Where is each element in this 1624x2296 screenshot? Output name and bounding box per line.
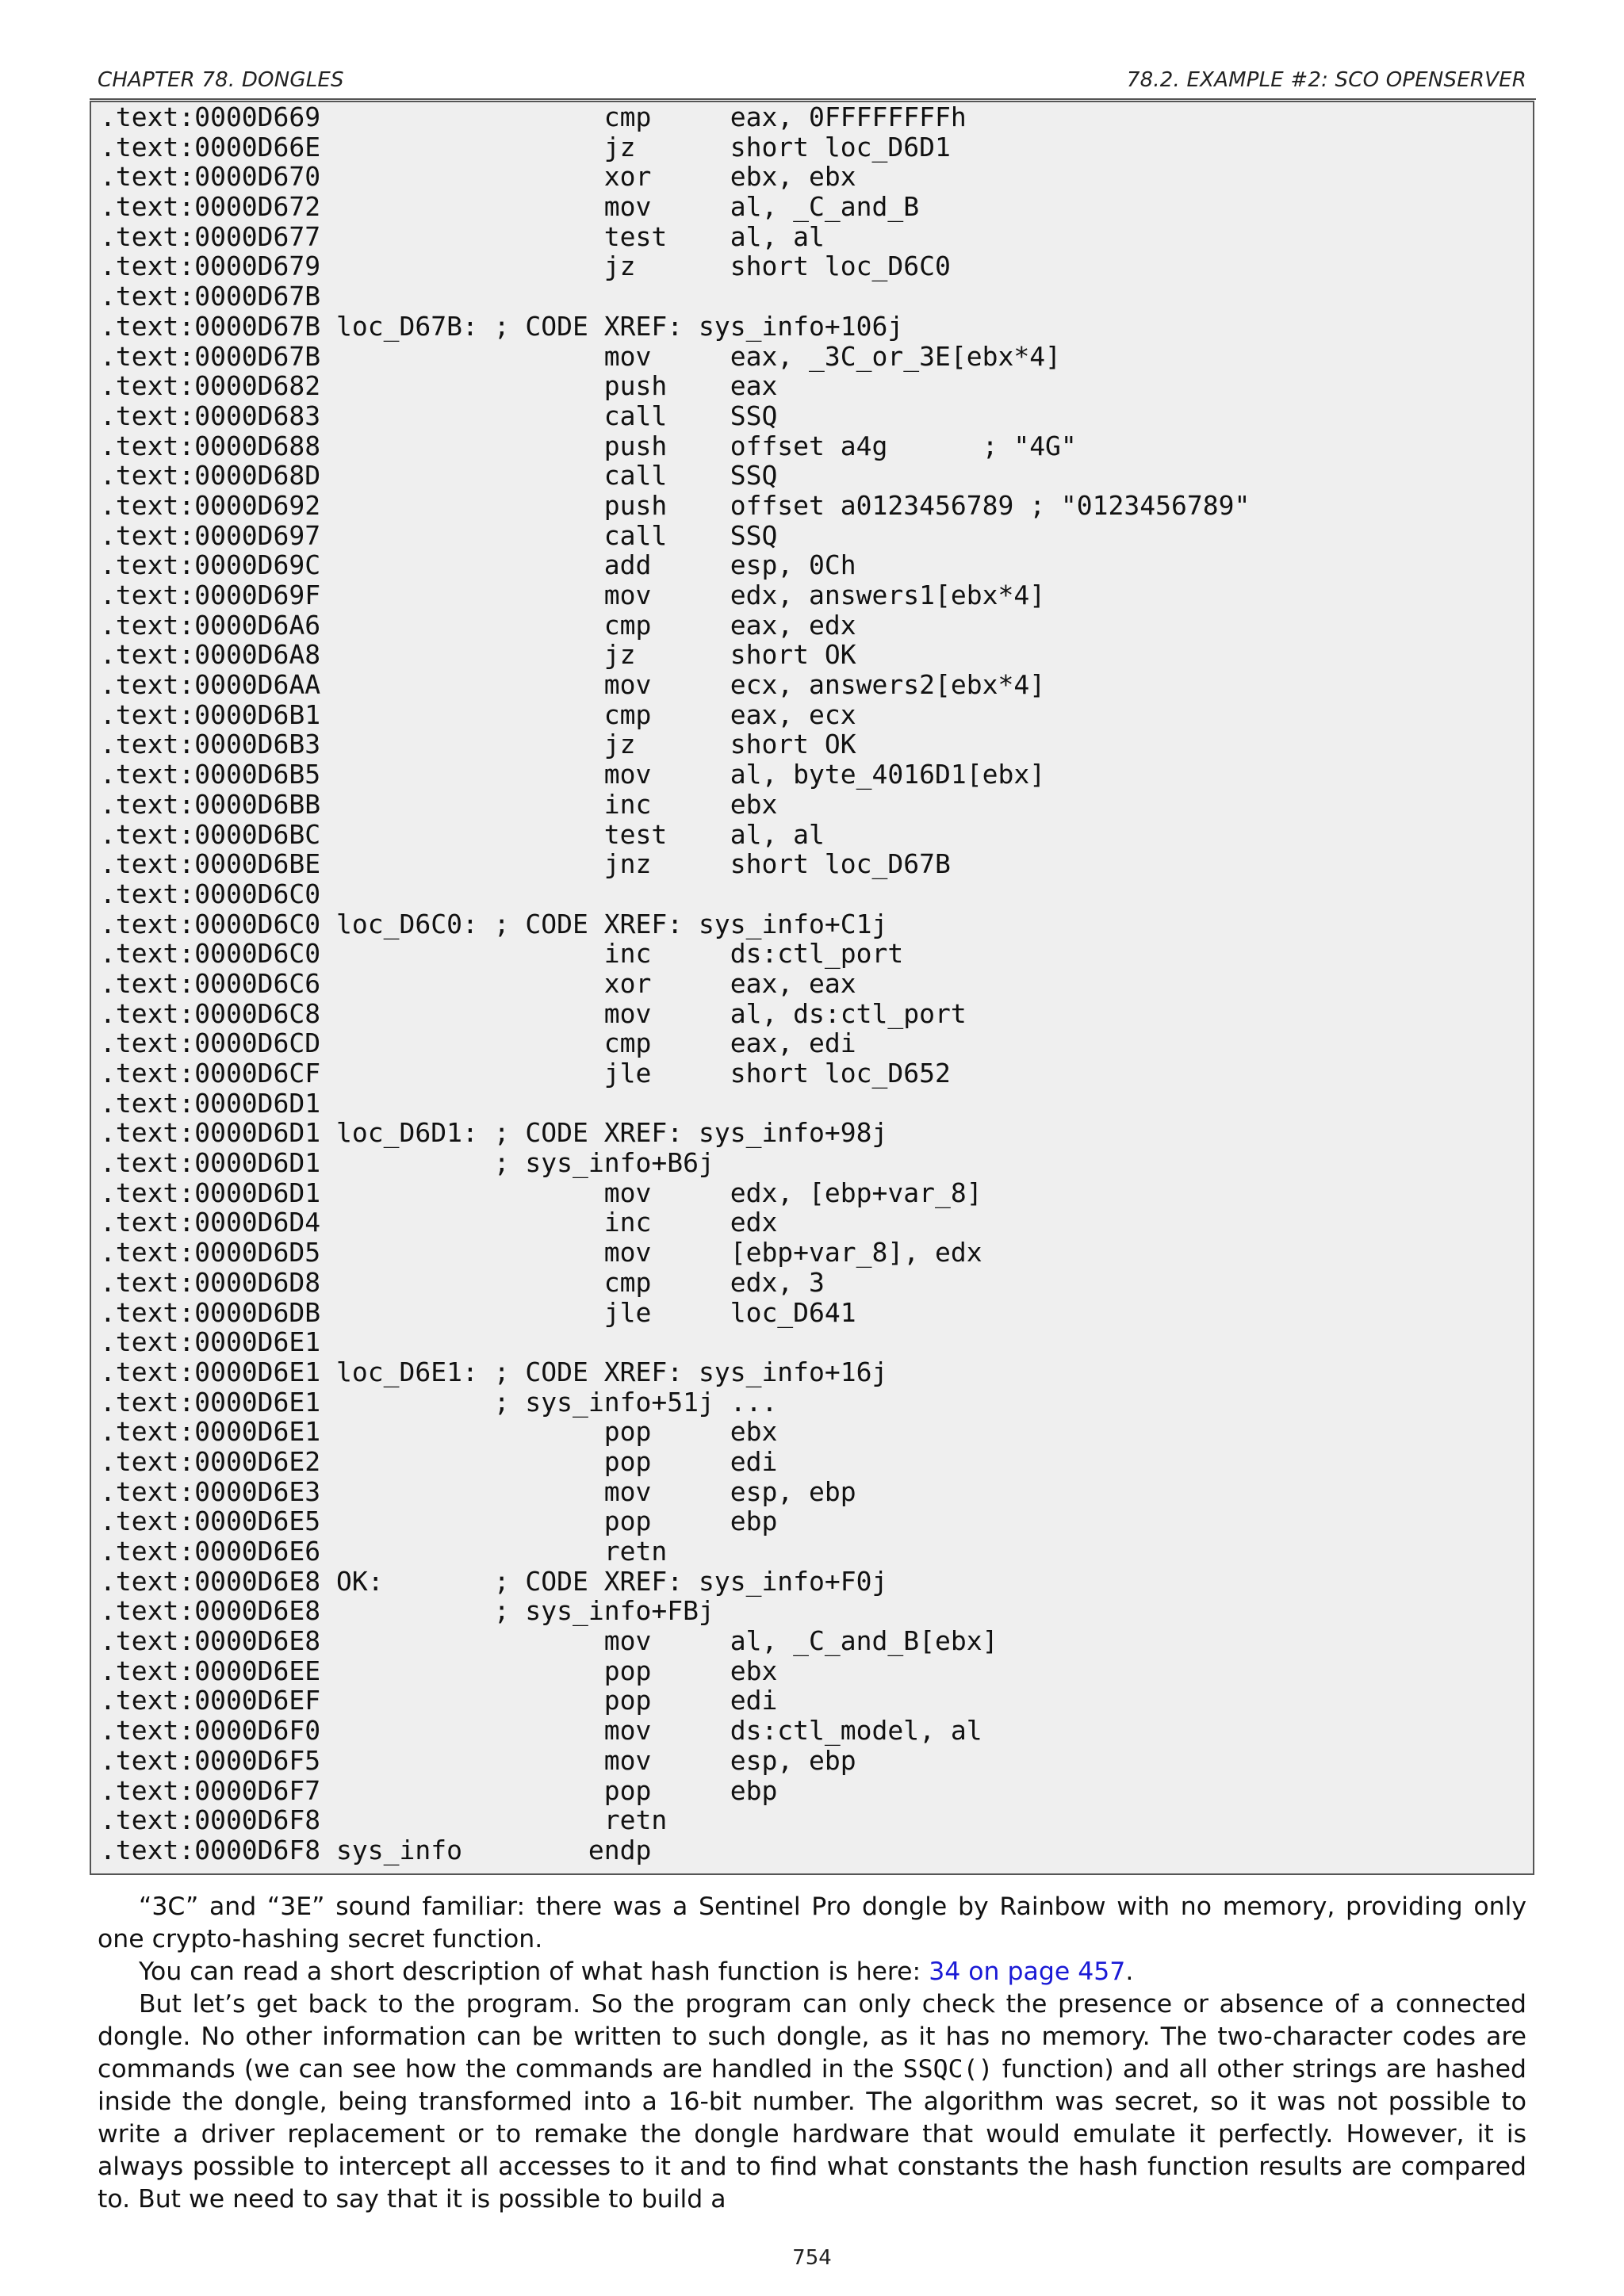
code-line: .text:0000D6BB inc ebx (100, 788, 778, 820)
assembly-code (100, 102, 1250, 1866)
code-line: .text:0000D6D4 inc edx (100, 1207, 778, 1238)
code-line: .text:0000D669 cmp eax, 0FFFFFFFFh (100, 101, 967, 132)
code-line: .text:0000D6CD cmp eax, edi (100, 1027, 856, 1059)
code-line: .text:0000D6F0 mov ds:ctl_model, al (100, 1715, 982, 1747)
code-line: .text:0000D6E6 retn (100, 1536, 668, 1567)
code-line: .text:0000D68D call SSQ (100, 460, 778, 492)
code-listing (90, 101, 1534, 1875)
code-line: .text:0000D6C8 mov al, ds:ctl_port (100, 997, 967, 1029)
inline-code-ssqc: SSQC() (902, 2055, 994, 2084)
code-line: .text:0000D6C0 (100, 878, 321, 909)
code-line: .text:0000D6E3 mov esp, ebp (100, 1475, 856, 1507)
code-line: .text:0000D6E1 pop ebx (100, 1416, 778, 1448)
code-line: .text:0000D6E8 mov al, _C_and_B[ebx] (100, 1625, 998, 1657)
body-text (98, 1891, 1526, 2216)
code-line: .text:0000D6BE jnz short loc_D67B (100, 848, 951, 880)
code-line: .text:0000D6AA mov ecx, answers2[ebx*4] (100, 669, 1046, 701)
code-line: .text:0000D69F mov edx, answers1[ebx*4] (100, 580, 1046, 610)
code-line: .text:0000D6C0 loc_D6C0: ; CODE XREF: sys_info+C1j (100, 908, 888, 939)
code-line: .text:0000D6BC test al, al (100, 818, 825, 850)
code-line: .text:0000D6B5 mov al, byte_4016D1[ebx] (100, 759, 1046, 790)
page-number: 754 (792, 2246, 832, 2270)
code-line: .text:0000D6B1 cmp eax, ecx (100, 698, 856, 730)
header-rule (90, 98, 1536, 100)
code-line: .text:0000D6F7 pop ebp (100, 1774, 778, 1806)
code-line: .text:0000D67B mov eax, _3C_or_3E[ebx*4] (100, 340, 1061, 372)
code-line: .text:0000D6E8 OK: ; CODE XREF: sys_info+F0j (100, 1565, 888, 1597)
code-line: .text:0000D6A8 jz short OK (100, 639, 856, 671)
code-line: .text:0000D6D1 (100, 1087, 321, 1119)
page-reference-link[interactable]: 34 on page 457 (929, 1957, 1126, 1986)
code-line: .text:0000D6D8 cmp edx, 3 (100, 1266, 825, 1298)
code-line: .text:0000D69C add esp, 0Ch (100, 549, 856, 581)
code-line: .text:0000D6D1 loc_D6D1: ; CODE XREF: sys_info+98j (100, 1117, 888, 1149)
code-line: .text:0000D670 xor ebx, ebx (100, 161, 856, 193)
code-line: .text:0000D677 test al, al (100, 220, 825, 252)
code-line: .text:0000D672 mov al, _C_and_B (100, 191, 920, 223)
code-line: .text:0000D6C6 xor eax, eax (100, 967, 856, 999)
code-line: .text:0000D688 push offset a4g ; "4G" (100, 430, 1077, 461)
code-line: .text:0000D6D1 ; sys_info+B6j (100, 1147, 714, 1179)
code-line: .text:0000D6E1 loc_D6E1: ; CODE XREF: sys_info+16j (100, 1356, 888, 1387)
code-line: .text:0000D6E8 ; sys_info+FBj (100, 1595, 714, 1627)
code-line: .text:0000D6EE pop ebx (100, 1655, 778, 1686)
code-line: .text:0000D697 call SSQ (100, 519, 778, 551)
paragraph-sentinel: “3C” and “3E” sound familiar: there was a Sentinel Pro dongle by Rainbow with no memory, providing only one crypto-hashing secret function. (98, 1892, 1526, 1954)
code-line: .text:0000D6F8 sys_info endp (100, 1834, 652, 1866)
paragraph-hash-reference: You can read a short description of what hash function is here: 34 on page 457. (139, 1957, 1134, 1986)
chapter-header: CHAPTER 78. DONGLES (98, 68, 344, 92)
code-line: .text:0000D6DB jle loc_D641 (100, 1296, 856, 1328)
code-line: .text:0000D6CF jle short loc_D652 (100, 1058, 951, 1089)
section-header: 78.2. EXAMPLE #2: SCO OPENSERVER (1126, 68, 1526, 92)
code-line: .text:0000D682 push eax (100, 370, 778, 402)
code-line: .text:0000D6D1 mov edx, [ebp+var_8] (100, 1177, 982, 1208)
code-line: .text:0000D6EF pop edi (100, 1685, 778, 1716)
code-line: .text:0000D6F8 retn (100, 1804, 668, 1836)
code-line: .text:0000D6F5 mov esp, ebp (100, 1744, 856, 1776)
code-line: .text:0000D66E jz short loc_D6D1 (100, 131, 951, 163)
code-line: .text:0000D6E5 pop ebp (100, 1506, 778, 1537)
code-line: .text:0000D6C0 inc ds:ctl_port (100, 938, 904, 970)
code-line: .text:0000D67B (100, 281, 321, 312)
code-line: .text:0000D6A6 cmp eax, edx (100, 609, 856, 641)
code-line: .text:0000D683 call SSQ (100, 400, 778, 431)
paragraph-program: But let’s get back to the program. So the program can only check the presence or absence of a connected dongle. No other information can be written to such dongle, as it has no memory. The two-character codes are commands (we can see how the commands are handled in the SSQC() function) and all other strings are hashed inside the dongle, being transformed into a 16-bit number. The algorithm was secret, so it was not possible to write a driver replacement or to remake the dongle hardware that would emulate it perfectly. However, it is always possible to intercept all accesses to it and to find what constants the hash function results are compared to. But we need to say that it is possible to build a (98, 1990, 1526, 2214)
code-line: .text:0000D692 push offset a0123456789 ; "0123456789" (100, 489, 1251, 521)
code-line: .text:0000D67B loc_D67B: ; CODE XREF: sys_info+106j (100, 310, 904, 342)
code-line: .text:0000D679 jz short loc_D6C0 (100, 251, 951, 282)
code-line: .text:0000D6E1 ; sys_info+51j ... (100, 1386, 778, 1418)
code-line: .text:0000D6B3 jz short OK (100, 729, 856, 760)
code-line: .text:0000D6E1 (100, 1326, 321, 1358)
code-line: .text:0000D6D5 mov [ebp+var_8], edx (100, 1237, 982, 1269)
code-line: .text:0000D6E2 pop edi (100, 1445, 778, 1477)
